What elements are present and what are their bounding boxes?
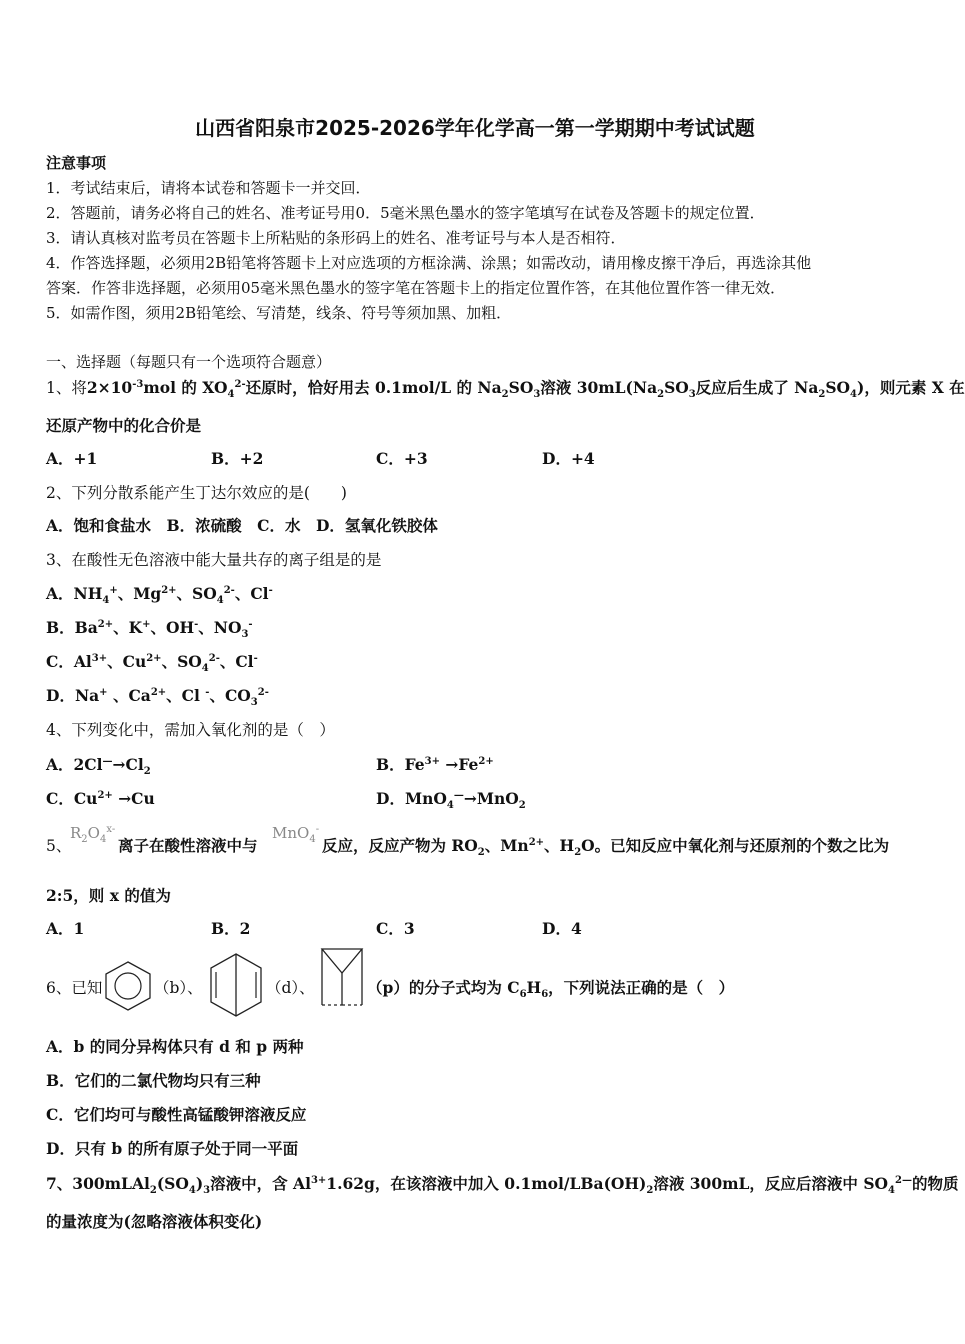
question-6-stem: （p）的分子式均为 $C_6H_6$，下列说法正确的是（ ） [367, 978, 735, 1001]
formula-r2o4: $R_2O_4^{x-}$ [70, 824, 116, 845]
question-7-stem-cont: 的量浓度为(忽略溶液体积变化) [46, 1212, 263, 1231]
option-a: A．$2Cl^—\to Cl_2$ [46, 755, 151, 778]
option-c: C．它们均可与酸性高锰酸钾溶液反应 [46, 1105, 307, 1124]
question-2-stem: 2、下列分散系能产生丁达尔效应的是( ) [46, 484, 347, 502]
notes-heading: 注意事项 [46, 154, 107, 172]
notes-item: 4．作答选择题，必须用2B铅笔将答题卡上对应选项的方框涂满、涂黑；如需改动，请用橡皮擦干净后，再选涂其他 [46, 254, 812, 272]
option-a: A．1 [46, 919, 85, 938]
option-c: C．$Al^{3+}$、$Cu^{2+}$、$SO_4^{2-}$、Cl- [46, 652, 258, 675]
option-b: B．2 [211, 919, 251, 938]
option-d: D．+4 [542, 449, 595, 468]
question-5-mid: 离子在酸性溶液中与 [118, 836, 258, 855]
label-b: （b）、 [154, 979, 203, 997]
option-b: B．+2 [211, 449, 264, 468]
question-1-stem: 1、将$2\times 10^{-3}mol$ 的 $XO_4^{2-}$还原时，恰好用去 0.1mol/L 的 $Na_2SO_3$溶液 $30mL(Na_2SO_3$反应后生成了 $Na_2SO_4$)，则元素 X 在 [46, 378, 965, 401]
question-5-stem-cont: 2:5，则 x 的值为 [46, 886, 171, 905]
notes-item: 1．考试结束后，请将本试卷和答题卡一并交回． [46, 179, 371, 197]
question-6-prefix: 6、已知 [46, 979, 103, 997]
option-c: C．$Cu^{2+} \to Cu$ [46, 789, 155, 808]
question-5-number: 5、 [46, 837, 72, 855]
question-3-stem: 3、在酸性无色溶液中能大量共存的离子组是的是 [46, 551, 382, 569]
prismane-structure [318, 945, 366, 1019]
option-a: A．+1 [46, 449, 98, 468]
question-2-options: A．饱和食盐水 B．浓硫酸 C．水 D．氢氧化铁胶体 [46, 516, 438, 535]
option-b: B．$Fe^{3+} \to Fe^{2+}$ [376, 755, 494, 774]
notes-item: 答案．作答非选择题，必须用05毫米黑色墨水的签字笔在答题卡上的指定位置作答，在其他位置作答一律无效． [46, 279, 786, 297]
option-a: A．b 的同分异构体只有 d 和 p 两种 [46, 1037, 304, 1056]
option-d: D．4 [542, 919, 582, 938]
formula-mno4: MnO$_4$- [272, 824, 320, 845]
question-1-stem-cont: 还原产物中的化合价是 [46, 416, 202, 435]
label-d: （d）、 [266, 979, 315, 997]
option-d: D．只有 b 的所有原子处于同一平面 [46, 1139, 299, 1158]
option-d: D．Na+ 、$Ca^{2+}$、Cl -、$CO_3^{2-}$ [46, 686, 269, 709]
option-b: B．$Ba^{2+}$、K+、OH-、$NO_3^-$ [46, 618, 253, 641]
question-7-stem: 7、$300mLAl_2(SO_4)_3$溶液中，含 $Al^{3+}1.62g$，在该溶液中加入 $0.1mol/LBa(OH)_2$溶液 300mL，反应后溶液中 $SO_4^{2—}$的物质 [46, 1174, 959, 1197]
page-title: 山西省阳泉市2025-2026学年化学高一第一学期期中考试试题 [195, 116, 755, 140]
option-b: B．它们的二氯代物均只有三种 [46, 1071, 261, 1090]
notes-item: 3．请认真核对监考员在答题卡上所粘贴的条形码上的姓名、准考证号与本人是否相符． [46, 229, 626, 247]
option-d: D．MnO$_4$—→MnO$_2$ [376, 789, 526, 812]
option-c: C．3 [376, 919, 415, 938]
option-a: A．$NH_4^+$、$Mg^{2+}$、$SO_4^{2-}$、Cl- [46, 584, 273, 607]
benzene-structure [102, 958, 154, 1014]
section-heading: 一、选择题（每题只有一个选项符合题意） [46, 353, 332, 371]
question-4-stem: 4、下列变化中，需加入氧化剂的是（ ） [46, 721, 335, 739]
dewar-benzene-structure [207, 950, 265, 1020]
notes-item: 5．如需作图，须用2B铅笔绘、写清楚，线条、符号等须加黑、加粗． [46, 304, 512, 322]
notes-item: 2．答题前，请务必将自己的姓名、准考证号用0．5毫米黑色墨水的签字笔填写在试卷及答题卡的规定位置． [46, 204, 765, 222]
option-c: C．+3 [376, 449, 428, 468]
question-5-rest: 反应，反应产物为 $RO_2$、$Mn^{2+}$、$H_2O$。已知反应中氧化剂与还原剂的个数之比为 [322, 836, 890, 859]
